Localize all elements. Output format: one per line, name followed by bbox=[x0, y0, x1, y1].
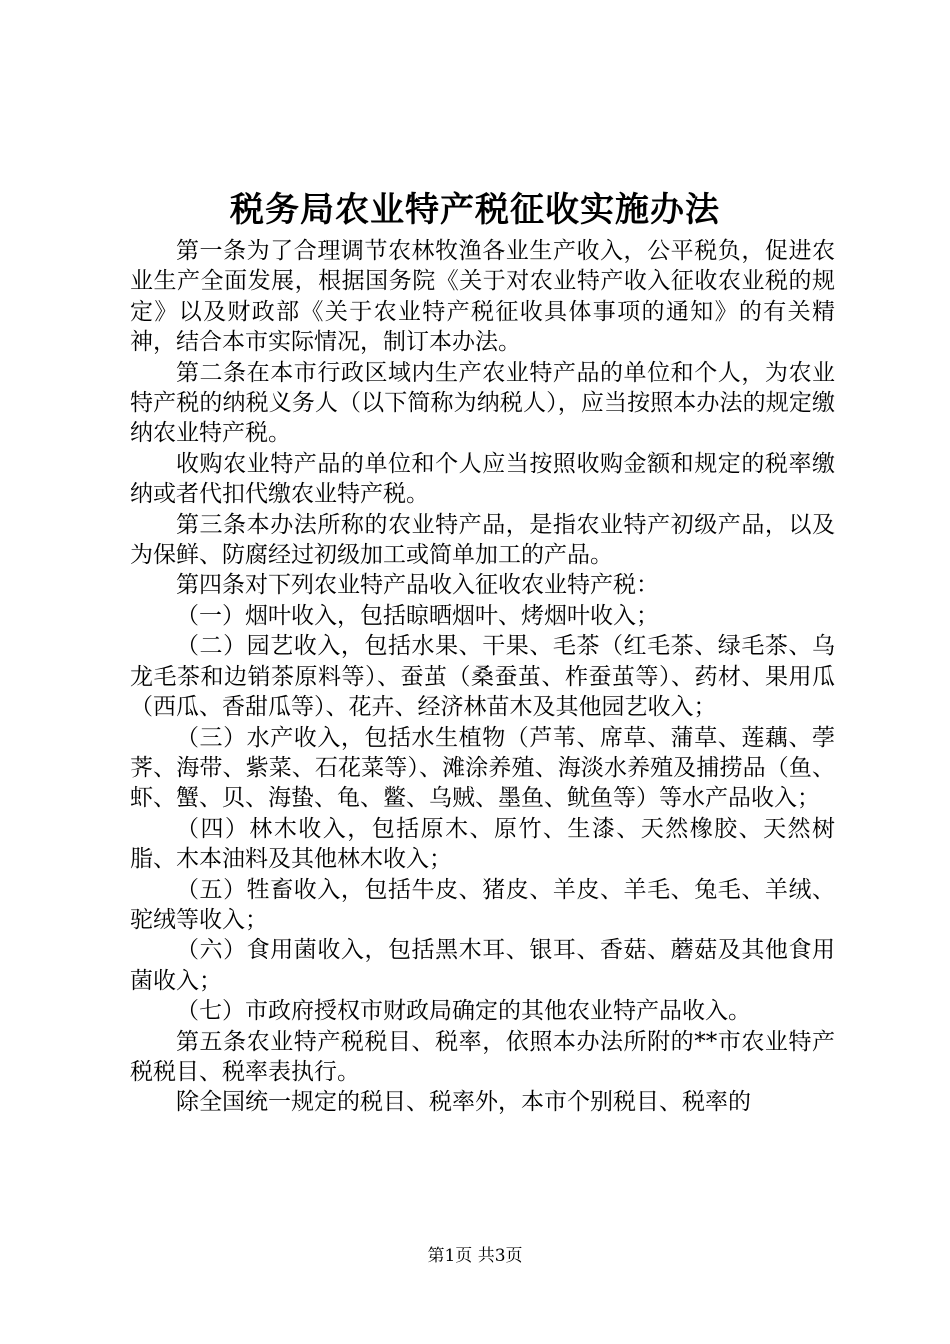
list-item-forestry: （四）林木收入，包括原木、原竹、生漆、天然橡胶、天然树脂、木本油料及其他林木收入； bbox=[130, 815, 835, 873]
document-body bbox=[130, 236, 835, 1118]
list-item-other: （七）市政府授权市财政局确定的其他农业特产品收入。 bbox=[176, 998, 751, 1025]
list-item-aquatic: （三）水产收入，包括水生植物（芦苇、席草、蒲草、莲藕、荸荠、海带、紫菜、石花菜等）、滩涂养殖、海淡水养殖及捕捞品（鱼、虾、蟹、贝、海蛰、龟、鳖、乌贼、墨鱼、鱿鱼等）等水产品收入； bbox=[130, 724, 835, 812]
list-item-livestock: （五）牲畜收入，包括牛皮、猪皮、羊皮、羊毛、兔毛、羊绒、驼绒等收入； bbox=[130, 876, 835, 933]
paragraph-article-4: 第四条对下列农业特产品收入征收农业特产税： bbox=[176, 572, 659, 599]
list-item-tobacco: （一）烟叶收入，包括晾晒烟叶、烤烟叶收入； bbox=[176, 602, 659, 629]
paragraph-article-3: 第三条本办法所称的农业特产品，是指农业特产初级产品，以及为保鲜、防腐经过初级加工或简单加工的产品。 bbox=[130, 511, 835, 569]
paragraph-article-2: 第二条在本市行政区域内生产农业特产品的单位和个人，为农业特产税的纳税义务人（以下简称为纳税人），应当按照本办法的规定缴纳农业特产税。 bbox=[130, 359, 835, 447]
paragraph-article-5: 第五条农业特产税税目、税率，依照本办法所附的**市农业特产税税目、税率表执行。 bbox=[130, 1028, 835, 1085]
paragraph-article-2-purchase: 收购农业特产品的单位和个人应当按照收购金额和规定的税率缴纳或者代扣代缴农业特产税。 bbox=[130, 450, 835, 508]
list-item-horticulture: （二）园艺收入，包括水果、干果、毛茶（红毛茶、绿毛茶、乌龙毛茶和边销茶原料等）、蚕茧（桑蚕茧、柞蚕茧等）、药材、果用瓜（西瓜、香甜瓜等）、花卉、经济林苗木及其他园艺收入； bbox=[130, 633, 835, 721]
paragraph-article-5-continued: 除全国统一规定的税目、税率外，本市个别税目、税率的 bbox=[176, 1089, 751, 1116]
list-item-fungi: （六）食用菌收入，包括黑木耳、银耳、香菇、蘑菇及其他食用菌收入； bbox=[130, 937, 835, 994]
document-title: 税务局农业特产税征收实施办法 bbox=[230, 190, 720, 230]
page-number: 第1页 共3页 bbox=[427, 1246, 523, 1266]
paragraph-article-1: 第一条为了合理调节农林牧渔各业生产收入，公平税负，促进农业生产全面发展，根据国务院《关于对农业特产收入征收农业税的规定》以及财政部《关于农业特产税征收具体事项的通知》的有关精神，结合本市实际情况，制订本办法。 bbox=[130, 238, 835, 356]
